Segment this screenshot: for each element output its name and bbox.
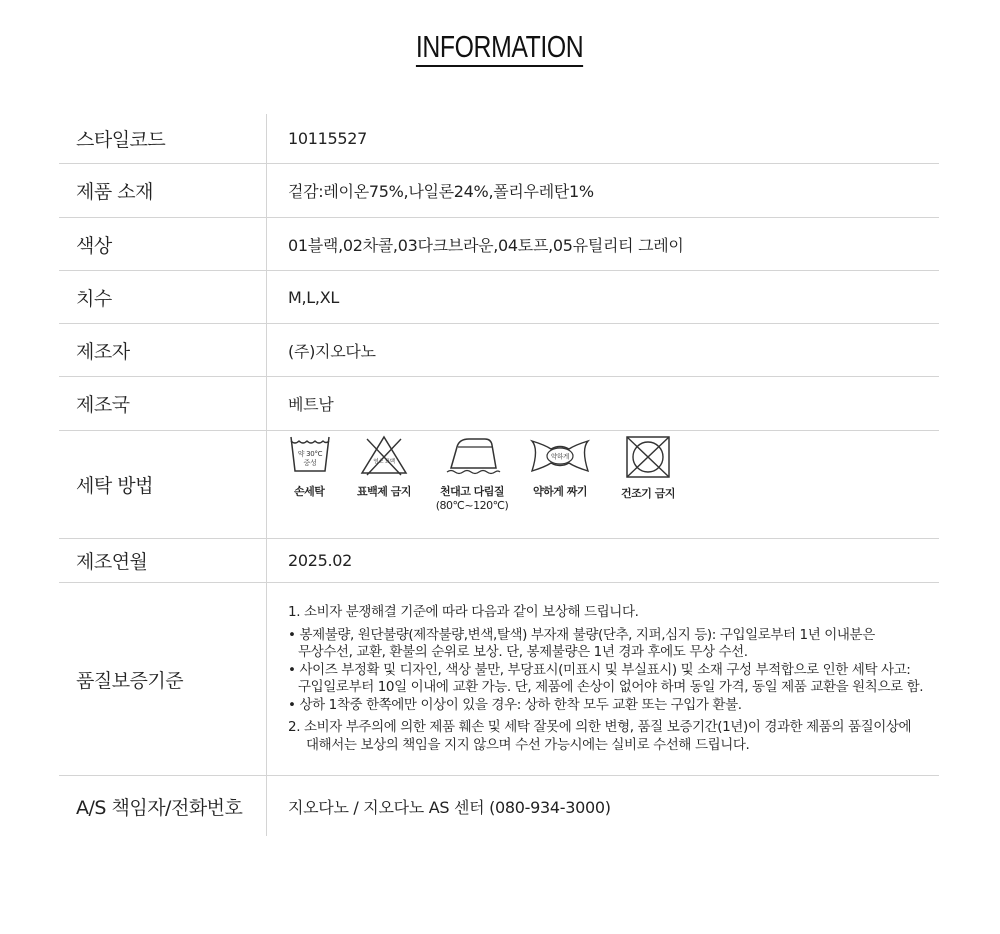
- row-label: 색상: [59, 218, 267, 270]
- warranty-line: 대해서는 보상의 책임을 지지 않으며 수선 가능시에는 실비로 수선해 드립니다.: [306, 736, 750, 753]
- care-label: 천대고 다림질: [439, 485, 505, 498]
- warranty-line: • 봉제불량, 원단불량(제작불량,변색,탈색) 부자재 불량(단추, 지퍼,심지 등): 구입일로부터 1년 이내분은: [288, 626, 875, 643]
- row-country: [59, 377, 939, 431]
- row-value: 지오다노 / 지오다노 AS 센터 (080-934-3000): [288, 797, 611, 817]
- row-value: 베트남: [288, 395, 334, 414]
- row-value: 겉감:레이온75%,나일론24%,폴리우레탄1%: [288, 182, 594, 201]
- hand-wash-temp: 약 30°C: [297, 450, 323, 458]
- page-title-wrap: [0, 30, 1000, 67]
- row-label: 제품 소재: [59, 164, 267, 217]
- row-value: 01블랙,02차콜,03다크브라운,04토프,05유틸리티 그레이: [288, 235, 684, 255]
- row-label: 제조자: [59, 324, 267, 376]
- care-label: 건조기 금지: [621, 487, 675, 500]
- row-value: 2025.02: [288, 551, 353, 570]
- care-item-wring: [516, 435, 604, 499]
- row-label: 세탁 방법: [59, 431, 267, 538]
- row-size: [59, 271, 939, 324]
- warranty-line: 2. 소비자 부주의에 의한 제품 훼손 및 세탁 잘못에 의한 변형, 품질 보증기간(1년)이 경과한 제품의 품질이상에: [288, 719, 912, 735]
- row-label: A/S 책임자/전화번호: [59, 776, 267, 836]
- row-style-code: [59, 114, 939, 164]
- row-label: 제조연월: [59, 539, 267, 582]
- row-color: [59, 218, 939, 271]
- row-material: [59, 164, 939, 218]
- hand-wash-detergent: 중성: [303, 459, 317, 467]
- wring-inner: 약하게: [551, 452, 569, 461]
- care-item-no-dryer: [604, 435, 692, 501]
- care-label: 약하게 짜기: [533, 485, 587, 498]
- warranty-line: • 사이즈 부정확 및 디자인, 색상 불만, 부당표시(미표시 및 부실표시) 및 소재 구성 부적합으로 인한 세탁 사고:: [288, 661, 911, 678]
- row-value: M,L,XL: [288, 287, 339, 307]
- row-label: 제조국: [59, 377, 267, 430]
- row-warranty: [59, 583, 939, 776]
- care-label: 손세탁: [294, 485, 325, 498]
- warranty-line: 무상수선, 교환, 환불의 순위로 보상. 단, 봉제불량은 1년 경과 후에도 무상 수선.: [298, 644, 748, 660]
- row-washing: [59, 431, 939, 539]
- row-as: [59, 776, 939, 836]
- warranty-line: 1. 소비자 분쟁해결 기준에 따라 다음과 같이 보상해 드립니다.: [288, 604, 639, 620]
- row-value: 10115527: [288, 129, 368, 148]
- care-sub-label: (80℃~120℃): [435, 499, 509, 512]
- no-bleach-inner: 염소 표백: [373, 459, 395, 465]
- no-bleach-icon: [359, 435, 409, 477]
- care-item-hand-wash: [288, 435, 340, 499]
- warranty-line: • 상하 1착중 한쪽에만 이상이 있을 경우: 상하 한착 모두 교환 또는 구입가 환불.: [288, 696, 742, 713]
- info-table: [59, 114, 939, 836]
- row-manufacturer: [59, 324, 939, 377]
- hand-wash-icon: [288, 435, 332, 477]
- row-label: 치수: [59, 271, 267, 323]
- row-value: (주)지오다노: [288, 341, 376, 361]
- care-item-iron: [428, 435, 516, 512]
- row-label: 스타일코드: [59, 114, 267, 163]
- gentle-wring-icon: [529, 435, 591, 477]
- warranty-text: [267, 583, 939, 775]
- care-label: 표백제 금지: [357, 485, 411, 498]
- no-tumble-dry-icon: [625, 435, 671, 479]
- iron-cloth-icon: [441, 435, 503, 477]
- row-label: 품질보증기준: [59, 583, 267, 775]
- care-item-no-bleach: [340, 435, 428, 499]
- row-date: [59, 539, 939, 583]
- care-icons: [267, 431, 939, 538]
- warranty-line: 구입일로부터 10일 이내에 교환 가능. 단, 제품에 손상이 없어야 하며 동일 가격, 동일 제품 교환을 원칙으로 함.: [298, 679, 924, 695]
- page-title: INFORMATION: [416, 30, 583, 67]
